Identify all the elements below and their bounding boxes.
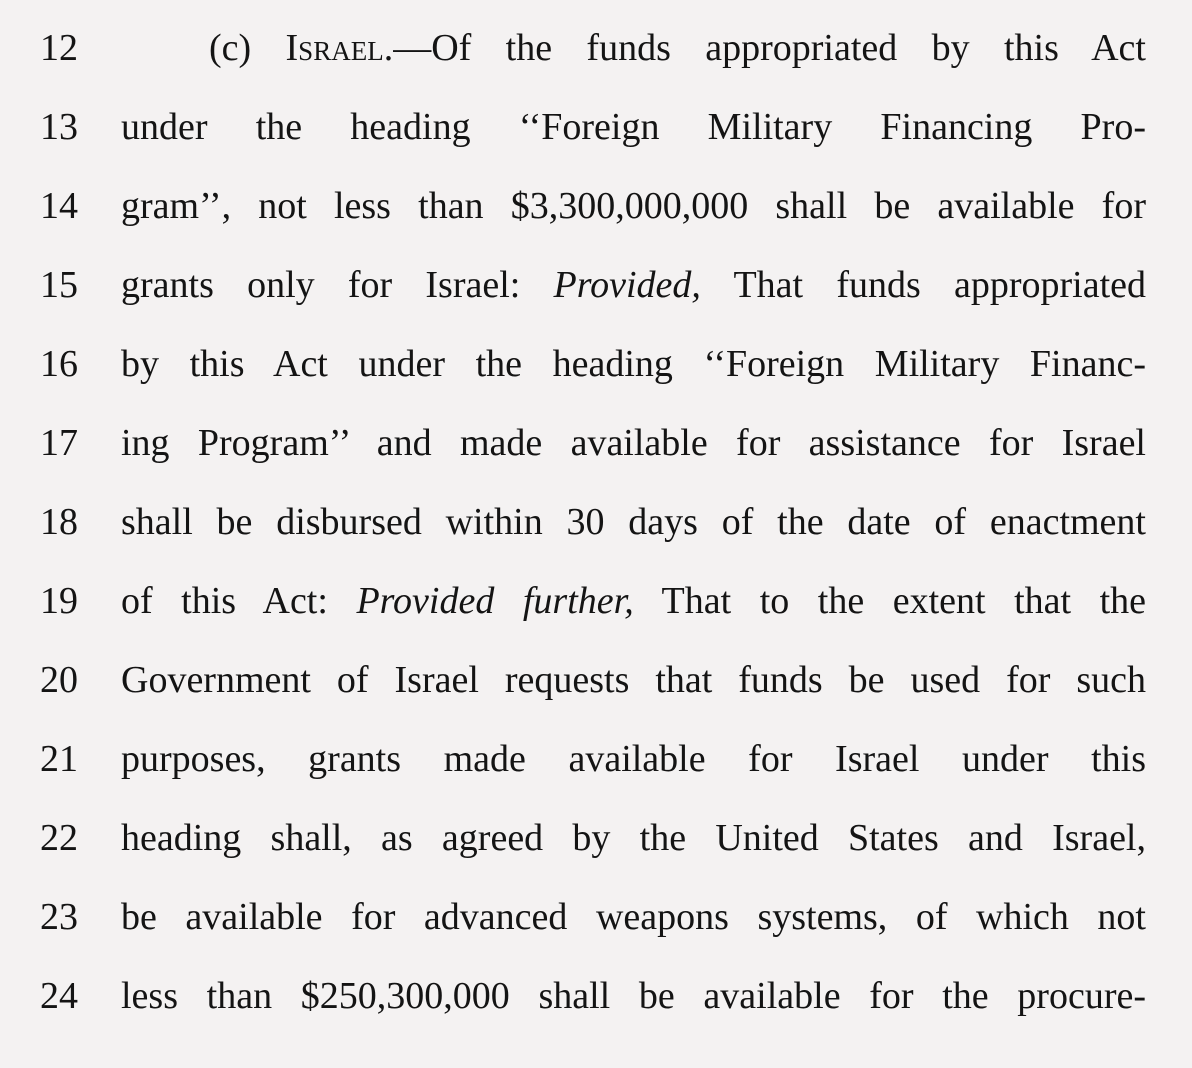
line-12 — [0, 18, 1192, 78]
line-19 — [0, 571, 1192, 631]
text-segment: of this Act: — [121, 580, 357, 622]
line-13 — [0, 97, 1192, 157]
text-segment: by this Act under the heading ‘‘Foreign Military Financ- — [121, 343, 1146, 385]
line-number: 24 — [40, 975, 78, 1017]
text-segment: .—Of the funds appropriated by this Act — [383, 27, 1146, 69]
line-number: 15 — [40, 264, 78, 306]
italic-proviso: Provided further, — [356, 580, 634, 622]
line-18 — [0, 492, 1192, 552]
text-segment: Government of Israel requests that funds be used for such — [121, 659, 1146, 701]
line-text — [121, 334, 1146, 394]
line-text — [121, 255, 1146, 315]
line-text — [121, 966, 1146, 1026]
line-number: 18 — [40, 501, 78, 543]
line-text — [121, 97, 1146, 157]
text-segment: purposes, grants made available for Israel under this — [121, 738, 1146, 780]
line-text — [209, 18, 1146, 78]
line-17 — [0, 413, 1192, 473]
line-number: 13 — [40, 106, 78, 148]
section-heading: Israel — [285, 27, 384, 69]
line-16 — [0, 334, 1192, 394]
line-number: 17 — [40, 422, 78, 464]
line-number: 19 — [40, 580, 78, 622]
line-14 — [0, 176, 1192, 236]
text-segment: under the heading ‘‘Foreign Military Financing Pro- — [121, 106, 1146, 148]
line-text — [121, 887, 1146, 947]
line-text — [121, 808, 1146, 868]
text-segment: be available for advanced weapons systems, of which not — [121, 896, 1146, 938]
line-number: 16 — [40, 343, 78, 385]
line-number: 20 — [40, 659, 78, 701]
text-segment: shall be disbursed within 30 days of the date of enactment — [121, 501, 1146, 543]
line-text — [121, 571, 1146, 631]
line-20 — [0, 650, 1192, 710]
text-segment: That funds appropriated — [700, 264, 1146, 306]
line-23 — [0, 887, 1192, 947]
line-text — [121, 729, 1146, 789]
text-segment: (c) — [209, 27, 286, 69]
line-text — [121, 650, 1146, 710]
line-24 — [0, 966, 1192, 1026]
line-text — [121, 492, 1146, 552]
text-segment: That to the extent that the — [633, 580, 1146, 622]
line-number: 12 — [40, 27, 78, 69]
text-segment: less than $250,300,000 shall be available for the procure- — [121, 975, 1146, 1017]
italic-proviso: Provided, — [553, 264, 701, 306]
text-segment: gram’’, not less than $3,300,000,000 shall be available for — [121, 185, 1146, 227]
line-21 — [0, 729, 1192, 789]
line-number: 23 — [40, 896, 78, 938]
line-15 — [0, 255, 1192, 315]
text-segment: ing Program’’ and made available for assistance for Israel — [121, 422, 1146, 464]
line-number: 21 — [40, 738, 78, 780]
line-number: 14 — [40, 185, 78, 227]
text-segment: heading shall, as agreed by the United States and Israel, — [121, 817, 1146, 859]
line-number: 22 — [40, 817, 78, 859]
line-text — [121, 176, 1146, 236]
line-22 — [0, 808, 1192, 868]
line-text — [121, 413, 1146, 473]
text-segment: grants only for Israel: — [121, 264, 554, 306]
